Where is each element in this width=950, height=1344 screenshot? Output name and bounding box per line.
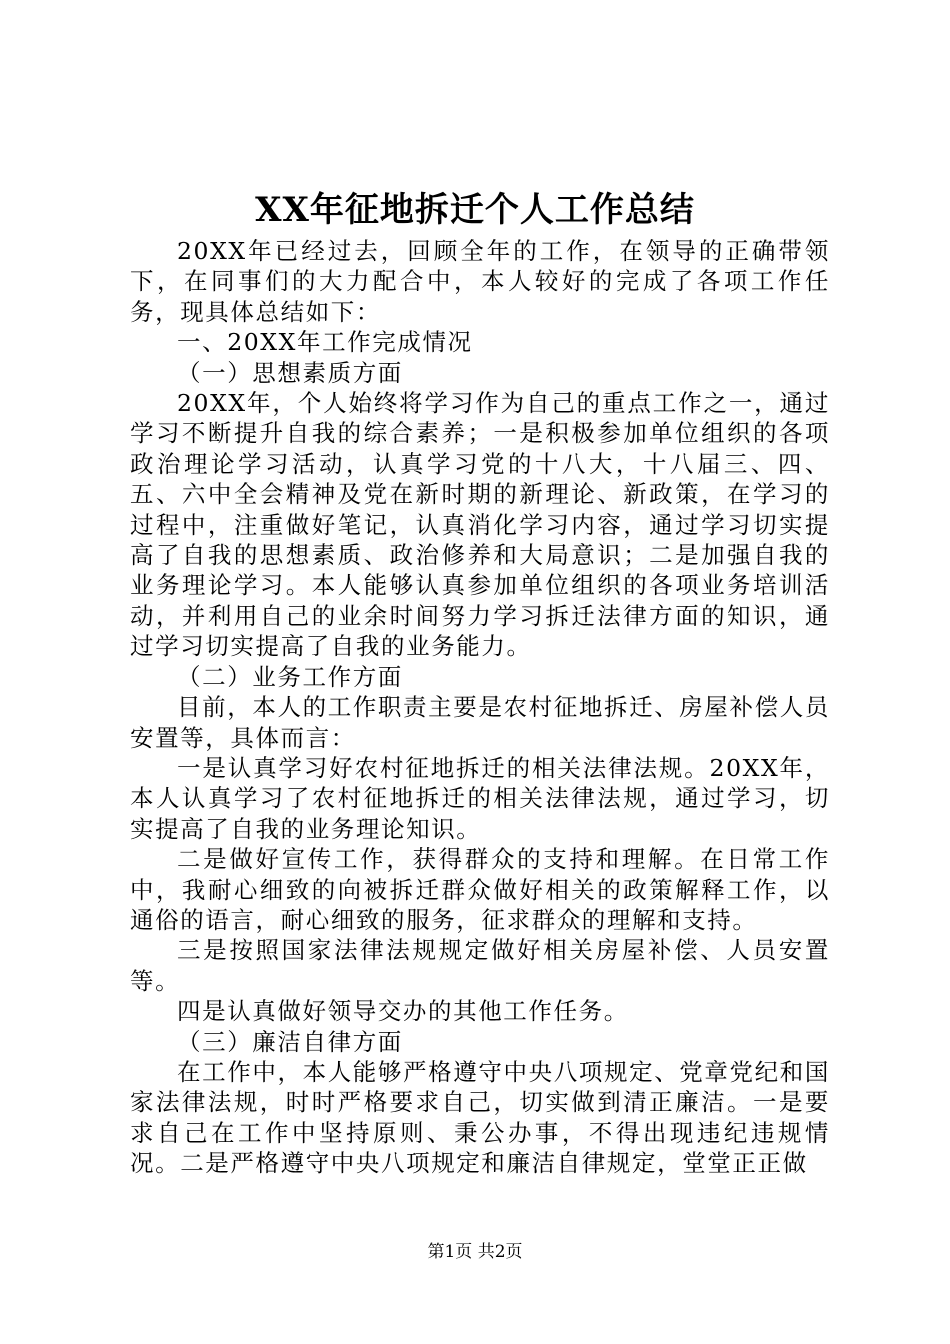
page-footer: 第1页 共2页 <box>427 1242 523 1262</box>
paragraph-intro: 20XX年已经过去，回顾全年的工作，在领导的正确带领下，在同事们的大力配合中，本人较好的完成了各项工作任务，现具体总结如下： <box>130 237 830 326</box>
paragraph-study: 20XX年，个人始终将学习作为自己的重点工作之一，通过学习不断提升自我的综合素养；一是积极参加单位组织的各项政治理论学习活动，认真学习党的十八大，十八届三、四、五、六中全会精神及党在新时期的新理论、新政策，在学习的过程中，注重做好笔记，认真消化学习内容，通过学习切实提高了自我的思想素质、政治修养和大局意识；二是加强自我的业务理论学习。本人能够认真参加单位组织的各项业务培训活动，并利用自己的业余时间努力学习拆迁法律方面的知识，通过学习切实提高了自我的业务能力。 <box>130 389 830 661</box>
subsection-heading-2: （二）业务工作方面 <box>177 662 403 691</box>
paragraph-duties: 目前，本人的工作职责主要是农村征地拆迁、房屋补偿人员安置等，具体而言： <box>130 693 830 752</box>
document-body <box>130 236 830 1179</box>
paragraph-point-1: 一是认真学习好农村征地拆迁的相关法律法规。20XX年，本人认真学习了农村征地拆迁的相关法律法规，通过学习，切实提高了自我的业务理论知识。 <box>130 753 830 843</box>
section-heading-1: 一、20XX年工作完成情况 <box>177 328 473 357</box>
paragraph-point-3: 三是按照国家法律法规规定做好相关房屋补偿、人员安置等。 <box>130 936 830 995</box>
document-title: XX年征地拆迁个人工作总结 <box>255 190 695 230</box>
subsection-heading-1: （一）思想素质方面 <box>177 358 403 387</box>
paragraph-integrity: 在工作中，本人能够严格遵守中央八项规定、党章党纪和国家法律法规，时时严格要求自己，切实做到清正廉洁。一是要求自己在工作中坚持原则、秉公办事，不得出现违纪违规情况。二是严格遵守中央八项规定和廉洁自律规定，堂堂正正做 <box>130 1057 830 1178</box>
paragraph-point-4: 四是认真做好领导交办的其他工作任务。 <box>177 997 629 1026</box>
subsection-heading-3: （三）廉洁自律方面 <box>177 1027 403 1056</box>
paragraph-point-2: 二是做好宣传工作，获得群众的支持和理解。在日常工作中，我耐心细致的向被拆迁群众做好相关的政策解释工作，以通俗的语言，耐心细致的服务，征求群众的理解和支持。 <box>130 845 830 934</box>
